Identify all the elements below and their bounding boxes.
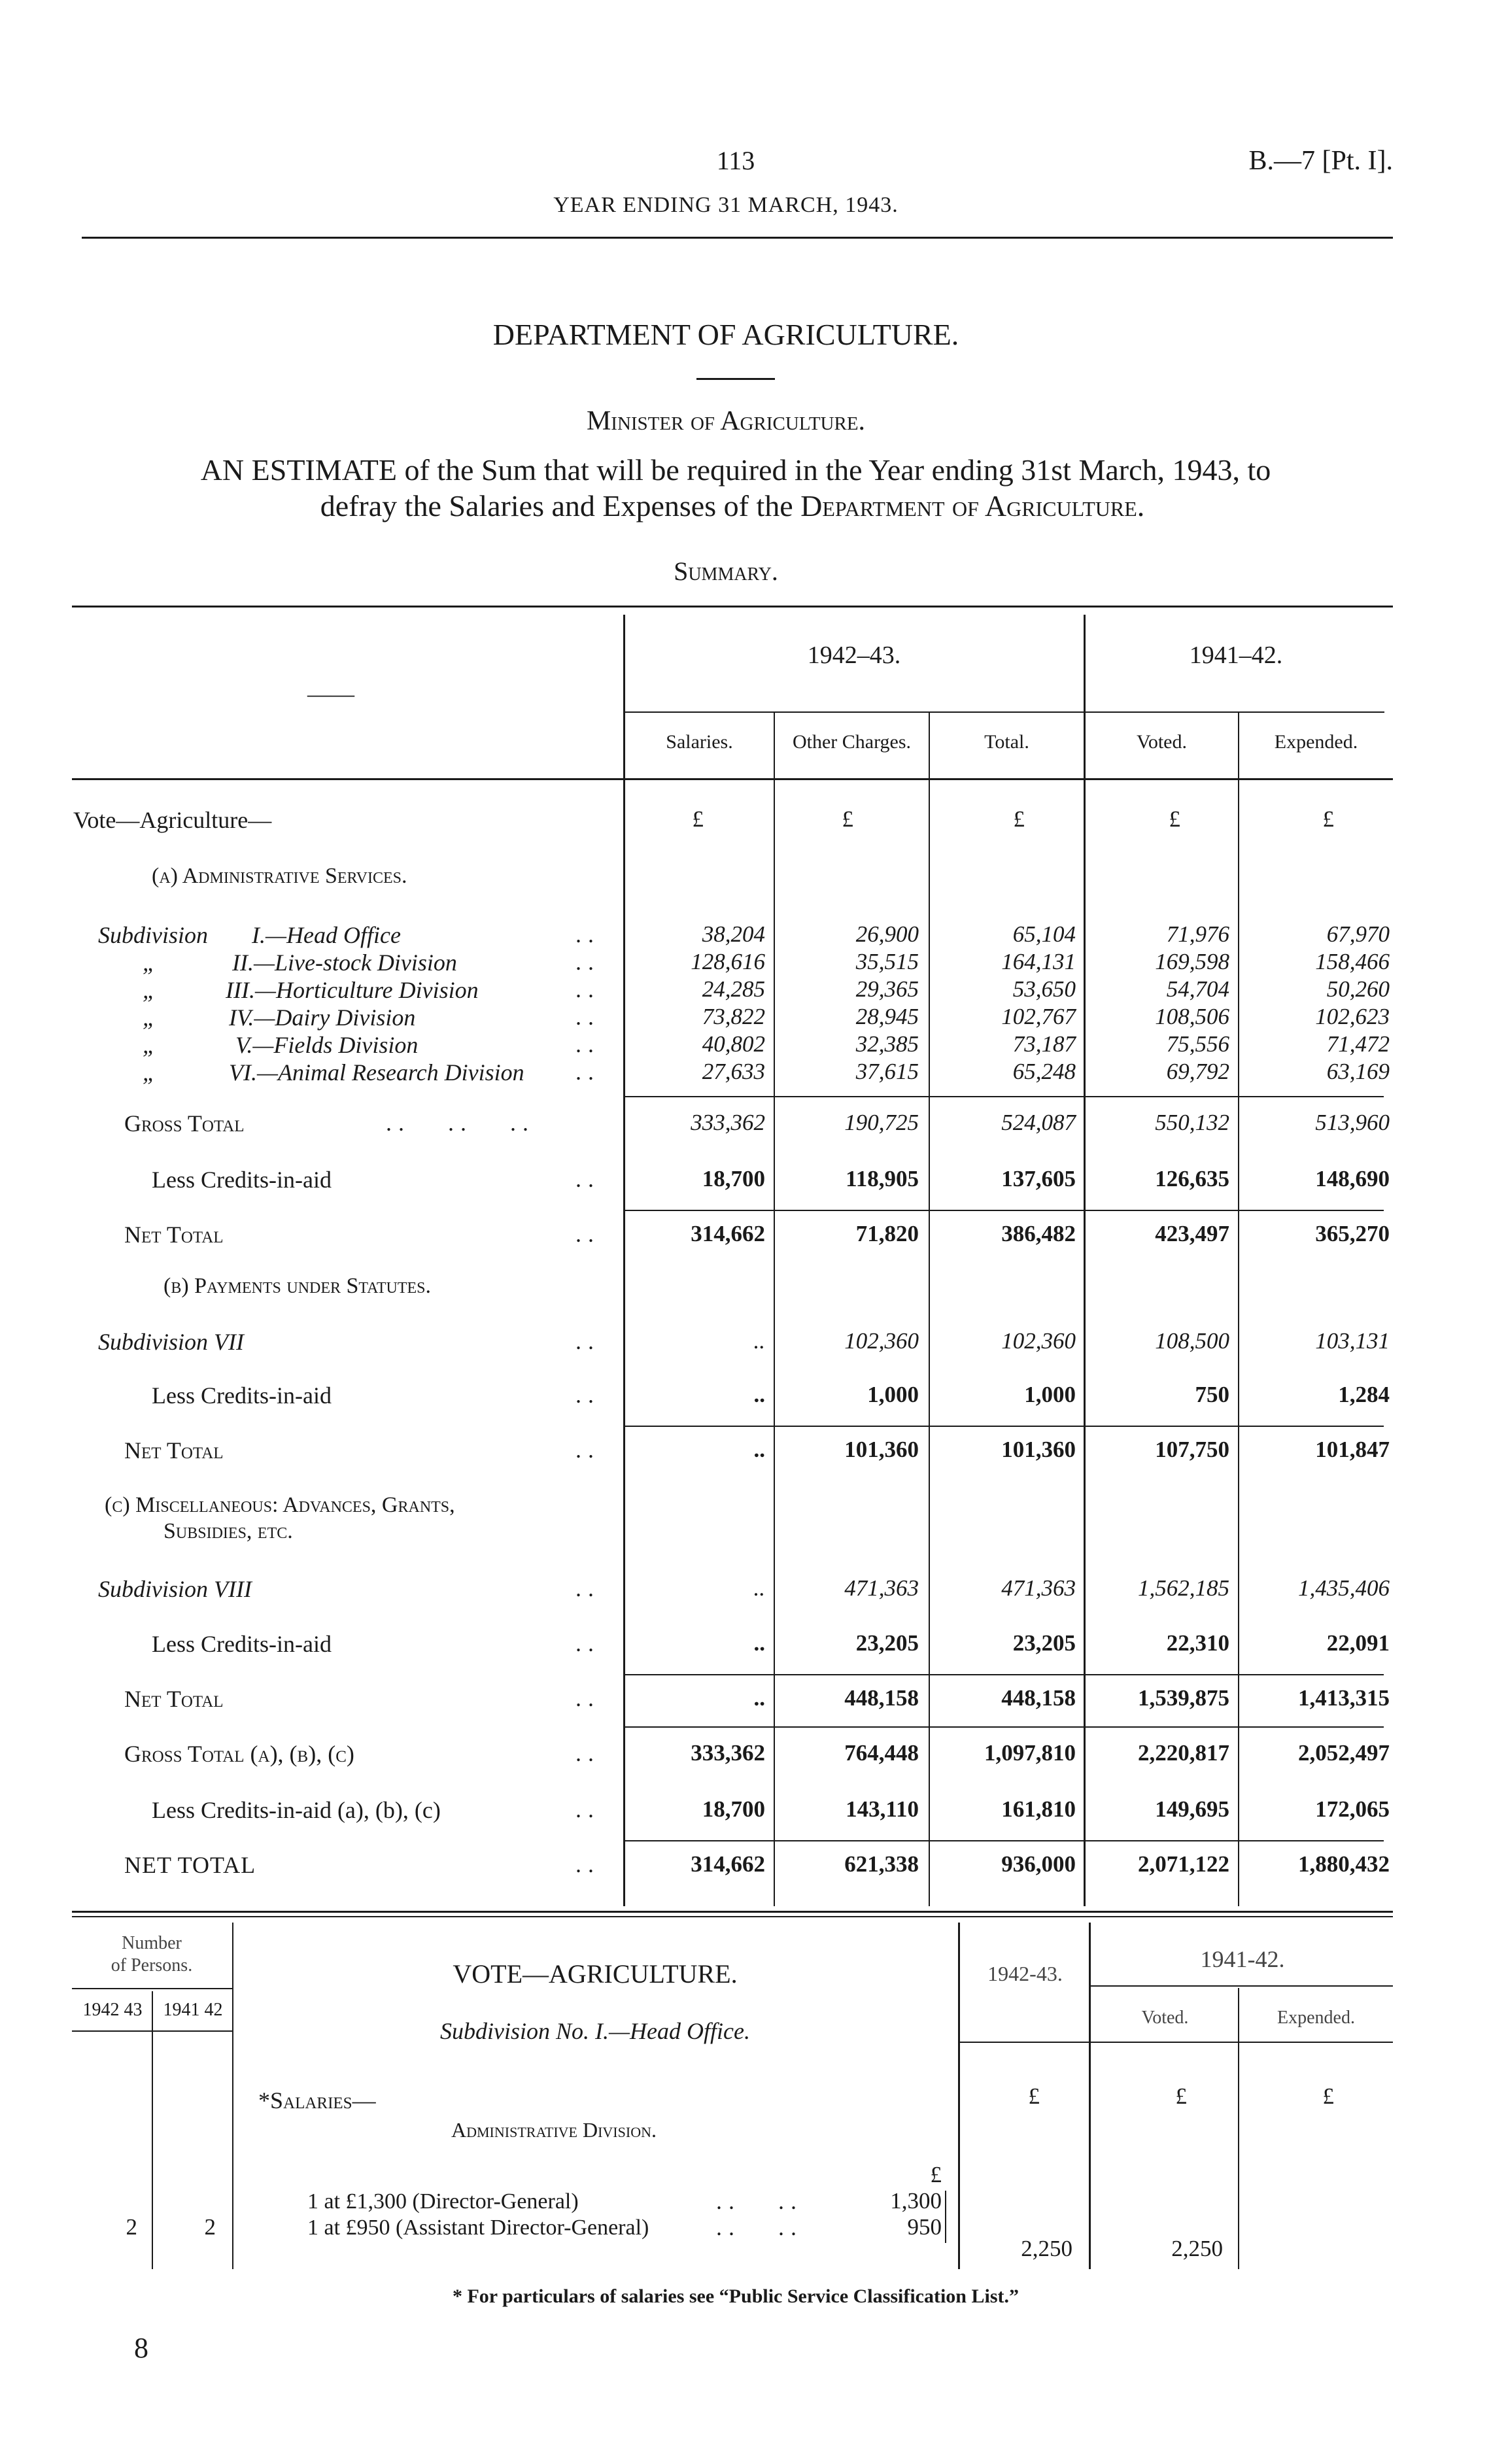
vote-vline-persons-split xyxy=(152,1991,153,2269)
subdivision-1-col-2: 65,104 xyxy=(1012,921,1076,947)
vote-vline-persons xyxy=(232,1923,233,2269)
subdivision-prefix: „ xyxy=(143,1059,156,1086)
footer-page-number: 8 xyxy=(134,2332,148,2364)
col-total: Total. xyxy=(984,731,1029,753)
vote-label: Vote—Agriculture— xyxy=(73,807,272,833)
subdivision-5-col-1: 32,385 xyxy=(855,1031,919,1057)
summary-group-rule-1 xyxy=(623,711,1084,713)
credits-a-col-3: 126,635 xyxy=(1155,1166,1229,1191)
credits-a-label: Less Credits-in-aid xyxy=(152,1167,332,1193)
net-total-a-col-3: 423,497 xyxy=(1155,1221,1229,1246)
sub-vii-col-3: 108,500 xyxy=(1155,1328,1229,1354)
salary-item-2: 1 at £950 (Assistant Director-General) xyxy=(307,2216,649,2240)
subdivision-prefix: „ xyxy=(143,1032,156,1058)
credits-b-col-2: 1,000 xyxy=(1024,1382,1076,1407)
leader-dots: .. xyxy=(575,976,600,1002)
vote-vline-1941 xyxy=(1089,1923,1091,2269)
gross-total-all-label: Gross Total (a), (b), (c) xyxy=(124,1741,354,1767)
sub-viii-col-3: 1,562,185 xyxy=(1138,1575,1229,1601)
subdivision-prefix: Subdivision xyxy=(98,922,208,948)
credits-c-col-4: 22,091 xyxy=(1326,1630,1390,1656)
credits-b-col-3: 750 xyxy=(1195,1382,1229,1407)
net-total-a-col-1: 71,820 xyxy=(855,1221,919,1246)
subdivision-5-col-4: 71,472 xyxy=(1326,1031,1390,1057)
subdivision-2-col-0: 128,616 xyxy=(691,949,765,974)
sub-viii-col-2: 471,363 xyxy=(1001,1575,1076,1601)
vote-col-1942: 1942-43. xyxy=(987,1962,1063,1985)
page-reference: B.—7 [Pt. I]. xyxy=(1248,146,1393,176)
net-total-c-col-4: 1,413,315 xyxy=(1298,1685,1390,1711)
estimate-line-1: AN ESTIMATE of the Sum that will be required in the Year ending 31st March, 1943, to xyxy=(200,453,1271,487)
vote-persons-rule xyxy=(72,1988,232,1989)
credits-all-col-2: 161,810 xyxy=(1001,1796,1076,1822)
rule-before-net-b xyxy=(625,1426,1384,1427)
summary-bottom-rule xyxy=(72,1911,1393,1913)
leader-dots: .. xyxy=(575,1221,600,1247)
subdivision-prefix: „ xyxy=(143,977,156,1003)
vote-vline-1942 xyxy=(958,1923,960,2269)
leader-dots: .. .. xyxy=(716,2214,803,2240)
gross-total-a-col-3: 550,132 xyxy=(1155,1110,1229,1135)
subdivision-label: IV.—Dairy Division xyxy=(229,1004,416,1031)
gross-total-a-label: Gross Total xyxy=(124,1110,245,1137)
net-total-b-col-2: 101,360 xyxy=(1001,1437,1076,1462)
net-total-a-col-0: 314,662 xyxy=(691,1221,765,1246)
summary-top-rule xyxy=(72,606,1393,607)
vote-currency-expended: £ xyxy=(1322,2083,1334,2109)
credits-a-col-0: 18,700 xyxy=(702,1166,765,1191)
net-total-all-col-2: 936,000 xyxy=(1001,1851,1076,1877)
credits-a-col-1: 118,905 xyxy=(846,1166,919,1191)
leader-dots: .. xyxy=(575,1796,600,1822)
net-total-all-col-4: 1,880,432 xyxy=(1298,1851,1390,1877)
subdivision-prefix: „ xyxy=(143,950,156,976)
subdivision-label: VI.—Animal Research Division xyxy=(229,1059,524,1086)
net-total-c-col-1: 448,158 xyxy=(844,1685,919,1711)
summary-group-rule-2 xyxy=(1084,711,1384,713)
division-label: Administrative Division. xyxy=(451,2118,657,2142)
subdivision-4-col-4: 102,623 xyxy=(1315,1004,1390,1029)
rule-before-net-c xyxy=(625,1674,1384,1675)
stub-dash: —— xyxy=(307,681,354,707)
subdivision-1-col-3: 71,976 xyxy=(1166,921,1229,947)
vote-subtitle: Subdivision No. I.—Head Office. xyxy=(440,2018,750,2044)
net-total-c-col-0: .. xyxy=(753,1685,765,1711)
col-voted: Voted. xyxy=(1137,731,1187,753)
rule-before-gross-a xyxy=(625,1096,1384,1097)
subdivision-6-col-0: 27,633 xyxy=(702,1059,765,1084)
leader-dots: .. xyxy=(575,1328,600,1354)
subdivision-1-col-4: 67,970 xyxy=(1326,921,1390,947)
rule-before-net-all xyxy=(625,1840,1384,1841)
subdivision-2-col-4: 158,466 xyxy=(1315,949,1390,974)
section-a-heading: (a) Administrative Services. xyxy=(152,864,407,888)
sub-vii-col-0: .. xyxy=(753,1328,765,1354)
credits-all-col-1: 143,110 xyxy=(846,1796,919,1822)
salary-item-2-amount: 950 xyxy=(907,2214,942,2240)
subdivision-5-col-0: 40,802 xyxy=(702,1031,765,1057)
gross-total-all-col-4: 2,052,497 xyxy=(1298,1740,1390,1766)
sub-viii-label: Subdivision VIII xyxy=(98,1576,252,1602)
subdivision-6-col-3: 69,792 xyxy=(1166,1059,1229,1084)
credits-all-label: Less Credits-in-aid (a), (b), (c) xyxy=(152,1797,441,1823)
currency-expended: £ xyxy=(1322,806,1334,832)
net-total-all-col-1: 621,338 xyxy=(844,1851,919,1877)
section-c-heading-2: Subsidies, etc. xyxy=(163,1519,293,1543)
gross-total-all-col-0: 333,362 xyxy=(691,1740,765,1766)
rule-before-net-a xyxy=(625,1210,1384,1211)
credits-a-col-4: 148,690 xyxy=(1315,1166,1390,1191)
subdivision-4-col-0: 73,822 xyxy=(702,1004,765,1029)
salaries-label: *Salaries— xyxy=(258,2087,376,2113)
subdivision-5-col-3: 75,556 xyxy=(1166,1031,1229,1057)
subdivision-1-col-1: 26,900 xyxy=(855,921,919,947)
sub-viii-col-1: 471,363 xyxy=(844,1575,919,1601)
leader-dots: .. xyxy=(575,1031,600,1057)
credits-b-col-1: 1,000 xyxy=(867,1382,919,1407)
net-total-a-col-4: 365,270 xyxy=(1315,1221,1390,1246)
salary-item-1: 1 at £1,300 (Director-General) xyxy=(307,2189,579,2214)
sub-viii-col-4: 1,435,406 xyxy=(1298,1575,1390,1601)
net-total-a-col-2: 386,482 xyxy=(1001,1221,1076,1246)
subdivision-4-col-2: 102,767 xyxy=(1001,1004,1076,1029)
leader-dots: .. xyxy=(575,1437,600,1463)
gross-total-a-col-1: 190,725 xyxy=(844,1110,919,1135)
subdivision-3-col-2: 53,650 xyxy=(1012,976,1076,1002)
subdivision-5-col-2: 73,187 xyxy=(1012,1031,1076,1057)
persons-header-line2: of Persons. xyxy=(111,1955,193,1976)
col-other-charges: Other Charges. xyxy=(792,731,912,753)
persons-1942-value: 2 xyxy=(126,2214,137,2240)
currency-total: £ xyxy=(1013,806,1025,832)
net-total-c-col-3: 1,539,875 xyxy=(1138,1685,1229,1711)
department-title: DEPARTMENT OF AGRICULTURE. xyxy=(492,318,959,351)
vote-currency-1942: £ xyxy=(1028,2083,1040,2109)
currency-salaries: £ xyxy=(692,806,704,832)
subdivision-3-col-0: 24,285 xyxy=(702,976,765,1002)
subdivision-6-col-4: 63,169 xyxy=(1326,1059,1390,1084)
credits-c-col-3: 22,310 xyxy=(1166,1630,1229,1656)
net-total-b-col-0: .. xyxy=(753,1437,765,1462)
subdivision-6-col-1: 37,615 xyxy=(855,1059,919,1084)
credits-all-col-0: 18,700 xyxy=(702,1796,765,1822)
gross-total-all-col-3: 2,220,817 xyxy=(1138,1740,1229,1766)
vote-persons-rule-2 xyxy=(72,2030,232,2032)
credits-all-col-3: 149,695 xyxy=(1155,1796,1229,1822)
net-total-a-label: Net Total xyxy=(124,1222,224,1248)
leader-dots: .. xyxy=(575,1740,600,1766)
sub-vii-col-4: 103,131 xyxy=(1315,1328,1390,1354)
title-rule xyxy=(696,378,775,380)
minister-title: Minister of Agriculture. xyxy=(586,406,866,436)
net-total-b-label: Net Total xyxy=(124,1437,224,1463)
summary-title: Summary. xyxy=(674,556,778,586)
items-bracket xyxy=(945,2191,946,2243)
sub-vii-col-2: 102,360 xyxy=(1001,1328,1076,1354)
credits-c-label: Less Credits-in-aid xyxy=(152,1631,332,1657)
subdivision-label: V.—Fields Division xyxy=(235,1032,419,1058)
net-total-all-label: NET TOTAL xyxy=(124,1852,256,1878)
section-b-heading: (b) Payments under Statutes. xyxy=(163,1274,432,1298)
subdivision-4-col-3: 108,506 xyxy=(1155,1004,1229,1029)
credits-c-col-2: 23,205 xyxy=(1012,1630,1076,1656)
vote-head-rule xyxy=(958,2042,1393,2043)
credits-all-col-4: 172,065 xyxy=(1315,1796,1390,1822)
col-expended: Expended. xyxy=(1274,731,1358,753)
net-total-b-col-3: 107,750 xyxy=(1155,1437,1229,1462)
subdivision-3-col-3: 54,704 xyxy=(1166,976,1229,1002)
leader-dots: .. xyxy=(575,1166,600,1192)
vote-title: VOTE—AGRICULTURE. xyxy=(453,1959,738,1989)
vote-col-expended: Expended. xyxy=(1277,2008,1355,2028)
leader-dots: .. xyxy=(575,921,600,948)
sub-vii-label: Subdivision VII xyxy=(98,1329,244,1355)
vote-currency-voted: £ xyxy=(1175,2083,1187,2109)
leader-dots: .. .. xyxy=(716,2188,803,2214)
leader-dots: .. xyxy=(575,1630,600,1656)
section-c-heading-1: (c) Miscellaneous: Advances, Grants, xyxy=(105,1493,455,1517)
subdivision-1-col-0: 38,204 xyxy=(702,921,765,947)
subdivision-4-col-1: 28,945 xyxy=(855,1004,919,1029)
items-currency: £ xyxy=(930,2162,942,2187)
net-total-all-col-0: 314,662 xyxy=(691,1851,765,1877)
gross-total-a-col-2: 524,087 xyxy=(1001,1110,1076,1135)
leader-dots: .. .. .. xyxy=(386,1110,535,1136)
leader-dots: .. xyxy=(575,1851,600,1877)
currency-other: £ xyxy=(842,806,853,832)
col-group-1942: 1942–43. xyxy=(807,642,901,669)
col-group-1941: 1941–42. xyxy=(1189,642,1283,669)
summary-head-rule xyxy=(72,778,1393,780)
credits-b-label: Less Credits-in-aid xyxy=(152,1382,332,1409)
leader-dots: .. xyxy=(575,1004,600,1030)
net-total-c-label: Net Total xyxy=(124,1686,224,1712)
vote-total-1942: 2,250 xyxy=(1021,2236,1072,2261)
vote-col-voted: Voted. xyxy=(1141,2008,1189,2028)
vote-total-voted: 2,250 xyxy=(1171,2236,1223,2261)
subdivision-2-col-1: 35,515 xyxy=(855,949,919,974)
subdivision-2-col-2: 164,131 xyxy=(1001,949,1076,974)
col-salaries: Salaries. xyxy=(666,731,733,753)
estimate-line-2-text: defray the Salaries and Expenses of the xyxy=(320,489,793,522)
leader-dots: .. xyxy=(575,949,600,975)
gross-total-a-col-4: 513,960 xyxy=(1315,1110,1390,1135)
subdivision-2-col-3: 169,598 xyxy=(1155,949,1229,974)
leader-dots: .. xyxy=(575,1685,600,1711)
footnote: * For particulars of salaries see “Public Service Classification List.” xyxy=(452,2285,1019,2307)
persons-col-1942: 1942 43 xyxy=(82,2000,143,2020)
credits-b-col-4: 1,284 xyxy=(1338,1382,1390,1407)
gross-total-all-col-2: 1,097,810 xyxy=(984,1740,1076,1766)
credits-b-col-0: .. xyxy=(753,1382,765,1407)
sub-vii-col-1: 102,360 xyxy=(844,1328,919,1354)
subdivision-label: II.—Live-stock Division xyxy=(232,950,457,976)
estimate-line-2 xyxy=(196,488,1269,523)
gross-total-all-col-1: 764,448 xyxy=(844,1740,919,1766)
subdivision-6-col-2: 65,248 xyxy=(1012,1059,1076,1084)
vote-vline-voted xyxy=(1238,1988,1239,2269)
rule-before-gross-all xyxy=(625,1726,1384,1728)
persons-1941-value: 2 xyxy=(204,2214,216,2240)
subdivision-3-col-1: 29,365 xyxy=(855,976,919,1002)
currency-voted: £ xyxy=(1169,806,1180,832)
header-rule xyxy=(82,237,1393,239)
summary-bottom-rule-2 xyxy=(72,1916,1393,1917)
page-number: 113 xyxy=(716,146,755,175)
credits-c-col-0: .. xyxy=(753,1630,765,1656)
persons-col-1941: 1941 42 xyxy=(163,2000,223,2020)
gross-total-a-col-0: 333,362 xyxy=(691,1110,765,1135)
persons-header-line1: Number xyxy=(122,1933,182,1953)
net-total-b-col-1: 101,360 xyxy=(844,1437,919,1462)
leader-dots: .. xyxy=(575,1575,600,1601)
subdivision-label: III.—Horticulture Division xyxy=(226,977,479,1003)
subdivision-3-col-4: 50,260 xyxy=(1326,976,1390,1002)
leader-dots: .. xyxy=(575,1382,600,1408)
estimate-line-2-dept: Department of Agriculture. xyxy=(800,489,1145,522)
year-heading: YEAR ENDING 31 MARCH, 1943. xyxy=(553,193,899,217)
credits-c-col-1: 23,205 xyxy=(855,1630,919,1656)
vote-col-1941: 1941-42. xyxy=(1200,1946,1285,1972)
vote-1941-rule xyxy=(1091,1985,1393,1987)
credits-a-col-2: 137,605 xyxy=(1001,1166,1076,1191)
net-total-all-col-3: 2,071,122 xyxy=(1138,1851,1229,1877)
net-total-b-col-4: 101,847 xyxy=(1315,1437,1390,1462)
salary-item-1-amount: 1,300 xyxy=(890,2188,942,2214)
subdivision-label: I.—Head Office xyxy=(252,922,401,948)
subdivision-prefix: „ xyxy=(143,1004,156,1031)
sub-viii-col-0: .. xyxy=(753,1575,765,1601)
net-total-c-col-2: 448,158 xyxy=(1001,1685,1076,1711)
leader-dots: .. xyxy=(575,1059,600,1085)
